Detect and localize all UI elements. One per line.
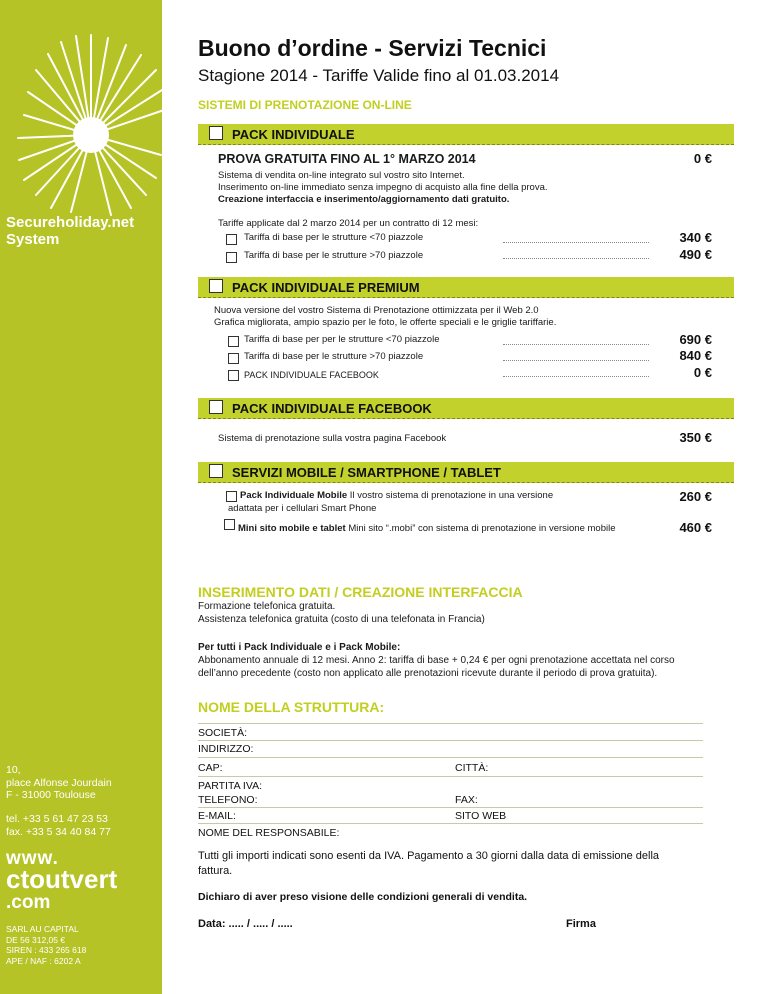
date-field[interactable]: Data: ..... / ..... / ..... <box>198 918 293 930</box>
text-line: Tutti gli importi indicati sono esenti da IVA. Pagamento a 30 giorni dalla data di emissione della <box>198 850 660 862</box>
legal-line: APE / NAF : 6202 A <box>6 955 81 966</box>
burst-logo-icon <box>16 30 166 220</box>
responsabile-label[interactable]: NOME DEL RESPONSABILE: <box>198 827 340 839</box>
declaration: Dichiaro di aver preso visione delle condizioni generali di vendita. <box>198 891 528 903</box>
facebook-price: 350 € <box>679 430 712 445</box>
premium-description <box>214 305 556 329</box>
page-subtitle: Stagione 2014 - Tariffe Valide fino al 01.03.2014 <box>198 66 560 85</box>
text-line: Assistenza telefonica gratuita (costo di una telefonata in Francia) <box>198 614 485 625</box>
address-line: 10, <box>6 764 21 776</box>
signature-field[interactable]: Firma <box>566 918 596 930</box>
desc-line: Creazione interfaccia e inserimento/aggiornamento dati gratuito. <box>218 194 510 205</box>
structure-heading: NOME DELLA STRUTTURA: <box>198 699 385 715</box>
checkbox[interactable] <box>209 464 223 478</box>
tariff-item-label: Tariffa di base per le strutture <70 piazzole <box>244 232 424 243</box>
text-line: fattura. <box>198 865 233 877</box>
mobile-item <box>240 490 553 502</box>
mobile-item-text: Il vostro sistema di prenotazione in una versione <box>347 490 554 501</box>
sito-web-label[interactable]: SITO WEB <box>455 810 507 822</box>
desc-line: Nuova versione del vostro Sistema di Prenotazione ottimizzata per il Web 2.0 <box>214 305 539 316</box>
tariff-intro: Tariffe applicate dal 2 marzo 2014 per un contratto di 12 mesi: <box>218 218 479 229</box>
checkbox[interactable] <box>228 336 239 347</box>
website-name: ctoutvert <box>6 864 118 894</box>
company-address <box>6 764 112 802</box>
tariff-item-price: 340 € <box>679 230 712 245</box>
form-divider <box>198 807 703 808</box>
dotted-line <box>503 360 649 361</box>
pack-individuale-header[interactable] <box>198 124 734 145</box>
band-label: SERVIZI MOBILE / SMARTPHONE / TABLET <box>232 465 501 480</box>
form-divider <box>198 776 703 777</box>
data-entry-text <box>198 600 485 626</box>
legal-line: SARL AU CAPITAL <box>6 924 79 934</box>
checkbox[interactable] <box>226 252 237 263</box>
mobile-item-price: 260 € <box>679 489 712 504</box>
fax-label[interactable]: FAX: <box>455 794 478 806</box>
email-label[interactable]: E-MAIL: <box>198 810 236 822</box>
desc-line: Grafica migliorata, ampio spazio per le foto, le offerte speciali e le griglie tariffarie. <box>214 317 557 328</box>
subscription-text <box>198 641 675 680</box>
societa-label[interactable]: SOCIETÀ: <box>198 727 248 739</box>
brand-name <box>6 214 134 248</box>
facebook-description: Sistema di prenotazione sulla vostra pagina Facebook <box>218 433 447 444</box>
fax-line: fax. +33 5 34 40 84 77 <box>6 825 111 838</box>
premium-item-label: Tariffa di base per per le strutture <70 piazzole <box>244 334 440 345</box>
premium-item-label: Tariffa di base per le strutture >70 piazzole <box>244 351 424 362</box>
desc-line: Sistema di vendita on-line integrato sul vostro sito Internet. <box>218 170 465 181</box>
cap-label[interactable]: CAP: <box>198 762 223 774</box>
band-label: PACK INDIVIDUALE PREMIUM <box>232 280 420 295</box>
company-legal <box>6 924 86 966</box>
indirizzo-label[interactable]: INDIRIZZO: <box>198 743 254 755</box>
mobile-item-price: 460 € <box>679 520 712 535</box>
checkbox[interactable] <box>226 491 237 502</box>
legal-line: SIREN : 433 265 618 <box>6 945 87 955</box>
checkbox[interactable] <box>224 519 235 530</box>
premium-item-price: 0 € <box>693 365 712 380</box>
tariff-item-label: Tariffa di base per le strutture >70 piazzole <box>244 250 424 261</box>
brand-line-2: System <box>6 231 60 248</box>
form-divider <box>198 723 703 724</box>
address-line: place Alfonse Jourdain <box>6 776 112 789</box>
address-line: F - 31000 Toulouse <box>6 789 96 801</box>
text-line: dell’anno precedente (costo non applicato alle prenotazioni ricevute durante il periodo di prova gratuita). <box>198 668 658 679</box>
pack-description <box>218 170 548 206</box>
mobile-item-line2: adattata per i cellulari Smart Phone <box>228 503 377 514</box>
tariff-item-price: 490 € <box>679 247 712 262</box>
dotted-line <box>503 258 649 259</box>
page-title: Buono d’ordine - Servizi Tecnici <box>198 35 547 61</box>
checkbox[interactable] <box>209 400 223 414</box>
checkbox[interactable] <box>228 370 239 381</box>
mobile-item-text: Mini sito “.mobi” con sistema di prenotazione in versione mobile <box>345 523 616 534</box>
mobile-item-title: Mini sito mobile e tablet <box>238 523 346 534</box>
mobile-item-title: Pack Individuale Mobile <box>240 490 348 501</box>
pack-facebook-header[interactable] <box>198 398 734 419</box>
trial-title: PROVA GRATUITA FINO AL 1° MARZO 2014 <box>218 152 476 166</box>
desc-line: Inserimento on-line immediato senza impegno di acquisto alla fine della prova. <box>218 182 548 193</box>
citta-label[interactable]: CITTÀ: <box>455 762 489 774</box>
form-divider <box>198 757 703 758</box>
form-divider <box>198 740 703 741</box>
premium-item-price: 690 € <box>679 332 712 347</box>
trial-price: 0 € <box>693 151 712 166</box>
text-line: Formazione telefonica gratuita. <box>198 601 336 612</box>
dotted-line <box>503 376 649 377</box>
band-label: PACK INDIVIDUALE FACEBOOK <box>232 401 432 416</box>
section-online: SISTEMI DI PRENOTAZIONE ON-LINE <box>198 98 412 112</box>
website-suffix: .com <box>6 892 51 913</box>
brand-line-1: Secureholiday.net <box>6 214 135 231</box>
mobile-header[interactable] <box>198 462 734 483</box>
band-label: PACK INDIVIDUALE <box>232 127 355 142</box>
legal-line: DE 56 312,05 € <box>6 934 66 945</box>
form-divider <box>198 823 703 824</box>
dotted-line <box>503 242 649 243</box>
dotted-line <box>503 344 649 345</box>
checkbox[interactable] <box>209 279 223 293</box>
text-line: Abbonamento annuale di 12 mesi. Anno 2: tariffa di base + 0,24 € per ogni prenotazione accettata nel corso <box>198 655 675 666</box>
checkbox[interactable] <box>209 126 223 140</box>
company-phone <box>6 813 111 838</box>
partita-iva-label[interactable]: PARTITA IVA: <box>198 780 262 792</box>
data-entry-heading: INSERIMENTO DATI / CREAZIONE INTERFACCIA <box>198 584 523 600</box>
mobile-item <box>238 523 616 535</box>
phone-line: tel. +33 5 61 47 23 53 <box>6 813 108 825</box>
telefono-label[interactable]: TELEFONO: <box>198 794 258 806</box>
premium-item-price: 840 € <box>679 348 712 363</box>
premium-item-label: PACK INDIVIDUALE FACEBOOK <box>244 370 379 380</box>
checkbox[interactable] <box>226 234 237 245</box>
checkbox[interactable] <box>228 353 239 364</box>
text-line: Per tutti i Pack Individuale e i Pack Mobile: <box>198 642 401 653</box>
pack-premium-header[interactable] <box>198 277 734 298</box>
vat-note <box>198 849 659 879</box>
website-prefix: www. <box>6 848 59 869</box>
